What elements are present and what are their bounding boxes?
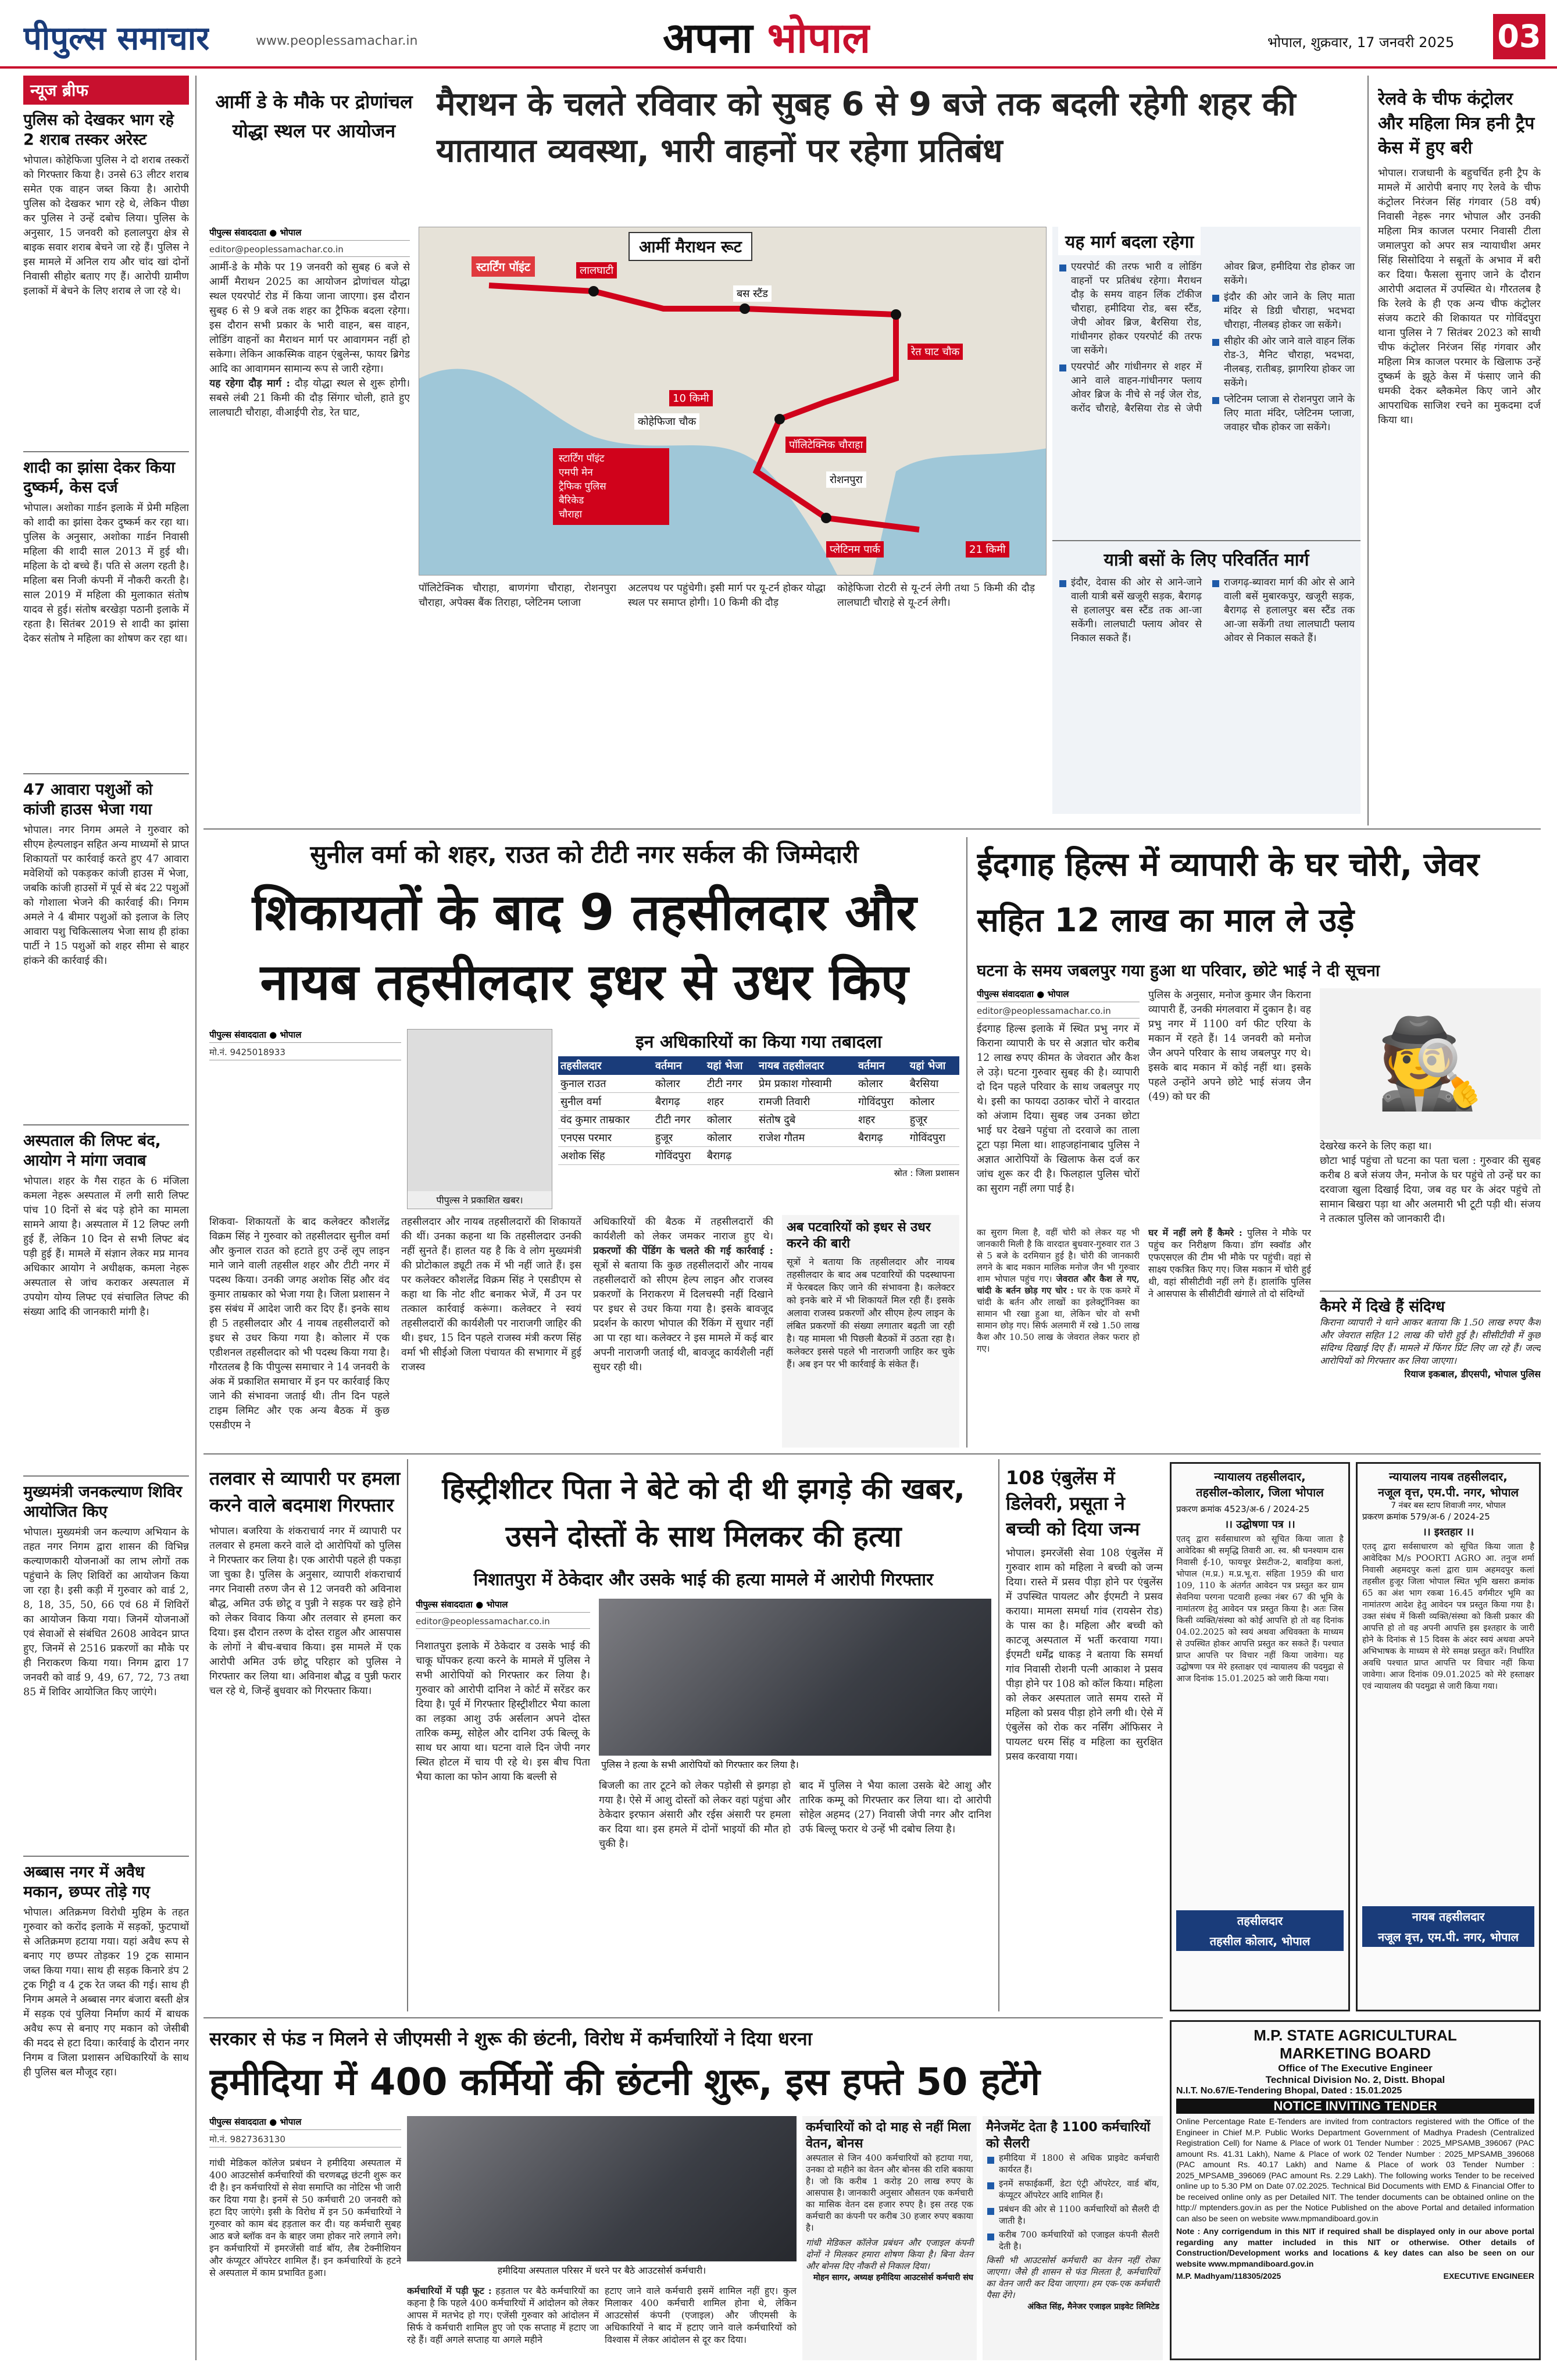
page-number: 03 — [1493, 14, 1545, 59]
legend-item: ट्रैफिक पुलिस — [559, 481, 606, 492]
notice-sign: तहसीलदार — [1176, 1910, 1344, 1931]
tehsildar-kicker: सुनील वर्मा को शहर, राउत को टीटी नगर सर्कल की जिम्मेदारी — [310, 840, 859, 869]
map-legend — [553, 448, 669, 525]
tehsildar-headline: शिकायतों के बाद 9 तहसीलदार और नायब तहसीलदार इधर से उधर किए — [252, 884, 917, 1012]
table-cell: राजेश गौतम — [756, 1129, 856, 1147]
brief-item — [23, 1131, 189, 1470]
col-header: वर्तमान — [653, 1056, 705, 1075]
sidebar-headline: मैनेजमेंट देता है 1100 कर्मचारियों को सैलरी — [986, 2120, 1151, 2151]
marathon-story — [209, 227, 410, 814]
sidebar-headline: कर्मचारियों को दो माह से नहीं मिला वेतन, बोनस — [806, 2120, 971, 2151]
table-cell: गोविंदपुरा — [653, 1147, 705, 1165]
table-cell: कोलार — [653, 1075, 705, 1093]
notice-body: एतद् द्वारा सर्वसाधारण को सूचित किया जाता है आवेदिका M/s POORTI AGRO आ. तनुज शर्मा निवासी अहमदपुर कलां द्वारा ग्राम अहमदपुर कलां तहसील हुजूर जिला भोपाल स्थित भूमि खसरा क्रमांक 65 का अंश भाग रकबा 16.45 वर्गमीटर भूमि का नामांतरण आदेश हेतु आवेदन पत्र प्रस्तुत किया गया है। उक्त संबंध में किसी व्यक्ति/संस्था को किसी प्रकार की आपत्ति हो तो वह अपनी आपत्ति इस इश्तहार के जारी होने के दिनांक से 15 दिवस के अंदर स्वयं अथवा अपने अभिभाषक के माध्यम से मेरे समक्ष प्रस्तुत करें। निर्धारित अवधि पश्चात प्राप्त आपत्ति पर विचार नहीं किया जावेगा। आज दिनांक 09.01.2025 को मेरे हस्ताक्षर एवं न्यायालय की पदमुद्रा से जारी किया गया। — [1362, 1542, 1534, 1691]
quote-headline: कैमरे में दिखे हैं संदिग्ध — [1320, 1298, 1445, 1316]
col4-body: का सुराग मिला है, वहीं चोरी को लेकर यह भी जानकारी मिली है कि वारदात बुधवार-गुरुवार रात 3 से 5 बजे के दरमियान हुई है। चोरी की जानकारी लगने के बाद मकान मालिक मनोज जैन भी गुरुवार शाम भोपाल पहुंच गए। — [977, 1227, 1140, 1284]
col-header: नायब तहसीलदार — [756, 1056, 856, 1075]
theft-col3b — [1148, 1227, 1311, 1300]
marathon-route-map — [419, 227, 1047, 576]
ambulance-body: भोपाल। इमरजेंसी सेवा 108 एंबुलेंस में गुरुवार शाम को महिला ने बच्ची को जन्म दिया। रास्ते में प्रसव पीड़ा होने पर एंबुलेंस में उपस्थित पायलट और ईएमटी ने प्रसव कराया। मामला समर्धा गांव (रायसेन रोड) के पास का है। महिला और बच्ची को काटजू अस्पताल में भर्ती करवाया गया। ईएमटी धर्मेंद्र धाकड़ ने बताया कि समर्धा गांव निवासी रोशनी पत्नी आकाश ने प्रसव पीड़ा होने पर 108 को कॉल किया। महिला को लेकर अस्पताल जाते समय रास्ते में महिला को प्रसव पीड़ा होने लगी थी। ऐसे में एंबुलेंस को रोक कर नर्सिंग ऑफिसर ने पायलट धरम सिंह व महिला का सुरक्षित प्रसव करवाया गया। — [1006, 1548, 1163, 1763]
table-cell: कोलार — [856, 1075, 908, 1093]
table-cell: गोविंदपुरा — [908, 1129, 959, 1147]
marathon-cont: पॉलिटेक्निक चौराहा, बाणगंगा चौराहा, रोशनपुरा चौराहा, अपेक्स बैंक तिराहा, प्लेटिनम प्लाजा — [419, 583, 616, 609]
table-cell: कोलार — [908, 1093, 959, 1111]
col4-head: जेवरात और कैश ले गए, चांदी के बर्तन छोड़ गए चोर : — [977, 1274, 1140, 1296]
byline: पीपुल्स संवाददाता ● भोपाल — [209, 1029, 401, 1043]
transfer-table-title: इन अधिकारियों का किया गया तबादला — [635, 1032, 882, 1052]
marathon-cont: अटलपथ पर पहुंचेगी। इसी मार्ग पर यू-टर्न होकर योद्धा स्थल पर समाप्त होगी। 10 किमी की दौड़ — [628, 583, 826, 609]
tender-notice — [1170, 2020, 1541, 2360]
notice-title: ।। उद्घोषणा पत्र ।। — [1224, 1518, 1295, 1531]
byline-email: editor@peoplessamachar.co.in — [209, 244, 410, 257]
map-title: आर्मी मैराथन रूट — [628, 232, 752, 261]
byline-email: editor@peoplessamachar.co.in — [977, 1006, 1140, 1019]
sidebar-list-item: इनमें सफाईकर्मी, डेटा एंट्री ऑपरेटर, वार्ड बॉय, कंप्यूटर ऑपरेटर आदि शामिल हैं। — [986, 2178, 1159, 2201]
byline: पीपुल्स संवाददाता ● भोपाल — [977, 988, 1140, 1002]
brief-body: भोपाल। नगर निगम अमले ने गुरुवार को सीएम हेल्पलाइन सहित अन्य माध्यमों से प्राप्त शिकायतों पर कार्रवाई करते हुए 47 आवारा मवेशियों को पकड़कर कांजी हाउस में भेजा, जबकि कांजी हाउसों में पूर्व से बंद 22 पशुओं को गोशाला भेजने की कार्रवाई की। निगम अमले ने 4 बीमार पशुओं को इलाज के लिए आवारा पशु चिकित्सालय भेजा साथ ही हांका पार्टी ने 15 पशुओं को शहर सीमा से बाहर हांकने की कार्रवाई की। — [23, 824, 189, 967]
notice-case: प्रकरण क्रमांक 579/अ-6 / 2024-25 — [1362, 1511, 1490, 1522]
brief-item — [23, 780, 189, 1118]
brief-headline: शादी का झांसा देकर किया दुष्कर्म, केस दर्ज — [23, 459, 176, 496]
marathon-route — [209, 377, 410, 420]
brief-headline: अब्बास नगर में अवैध मकान, छप्पर तोड़े गए — [23, 1863, 150, 1901]
col-header: यहां भेजा — [908, 1056, 959, 1075]
sidebar-quote: किसी भी आउटसोर्स कर्मचारी का वेतन नहीं रोका जाएगा। जैसे ही शासन से फंड मिलता है, कर्मचारियों का वेतन जारी कर दिया जाएगा। हम एक-एक कर्मचारी पैसा देंगे। — [986, 2255, 1159, 2300]
brief-headline: 47 आवारा पशुओं को कांजी हाउस भेजा गया — [23, 781, 153, 819]
layoff-col2 — [407, 2285, 599, 2360]
table-cell: गोविंदपुरा — [856, 1093, 908, 1111]
byline-phone: मो.नं. 9425018933 — [209, 1046, 401, 1060]
brief-body: भोपाल। मुख्यमंत्री जन कल्याण अभियान के तहत नगर निगम द्वारा शासन की विभिन्न कल्याणकारी योजनाओं का लाभ लोगों तक पहुंचाने के लिए शिविरों का आयोजन किया जा रहा है। इसी कड़ी में गुरुवार को वार्ड 2, 8, 18, 35, 50, 66 एवं 68 में शिविरों का आयोजन किया गया। जिनमें योजनाओं एवं सेवाओं से संबंधित 2608 आवेदन प्राप्त हुए, जिनमें से 2516 प्रकरणों का मौके पर ही निराकरण किया गया। निगम द्वारा 17 जनवरी को वार्ड 9, 49, 67, 72, 73 तथा 85 में शिविर आयोजित किए जाएंगे। — [23, 1527, 189, 1698]
management-sidebar — [983, 2116, 1163, 2360]
tender-org: M.P. STATE AGRICULTURAL — [1254, 2027, 1457, 2044]
byline-phone: मो.नं. 9827363130 — [209, 2134, 401, 2147]
route-change-item: सीहोर की ओर जाने वाले वाहन लिंक रोड-3, मैनिट चौराहा, भदभदा, नीलबड़, रातीबड़, झागरिया होकर जा सकेंगे। — [1211, 334, 1355, 390]
sidebar-list-item: करीब 700 कर्मचारियों को एजाइल कंपनी सैलरी देती है। — [986, 2229, 1159, 2252]
layoff-headline: हमीदिया में 400 कर्मियों की छंटनी शुरू, इस हफ्ते 50 हटेंगे — [209, 2061, 1040, 2104]
railway-story — [1378, 87, 1541, 820]
map-label: रोशनपुरा — [826, 471, 866, 488]
legend-item: स्टार्टिंग पॉइंट — [559, 453, 605, 464]
route-change-item: एयरपोर्ट और गांधीनगर से शहर में आने वाले वाहन-गांधीनगर फ्लाय ओवर ब्रिज के नीचे से नई जेल रोड, करोंद चौराहे, बैरसिया रोड से जेपी ओवर ब्रिज, हमीदिया रोड होकर जा सकेंगे। — [1058, 260, 1355, 434]
table-cell: हुजूर — [908, 1111, 959, 1129]
notice-sign: नायब तहसीलदार — [1362, 1906, 1534, 1927]
site-url[interactable]: www.peoplessamachar.in — [256, 34, 418, 48]
theft-col4 — [977, 1227, 1140, 1355]
theft-remaining — [1148, 1227, 1311, 1448]
brief-body: भोपाल। कोहेफिजा पुलिस ने दो शराब तस्करों को गिरफ्तार किया है। उनसे 63 लीटर शराब समेत एक वाहन जब्त किया है। आरोपी पुलिस को देखकर भाग रहे थे, लेकिन पीछा कर पुलिस ने उन्हें दबोच लिया। पुलिस के अनुसार, 15 जनवरी को हलालपुरा क्षेत्र से बाइक सवार शराब बेचने जा रहे हैं। पुलिस ने इस मामले में अनिल राय और चांद खां दोनों निवासी सीहोर बताए गए हैं। आरोपी ग्रामीण इलाकों में बेचने के लिए शराब ले जा रहे थे। — [23, 155, 189, 297]
brief-headline: मुख्यमंत्री जनकल्याण शिविर आयोजित किए — [23, 1483, 183, 1521]
col-header: तहसीलदार — [558, 1056, 653, 1075]
notice-sign-place: तहसील कोलार, भोपाल — [1176, 1931, 1344, 1951]
sidebar-body: सूत्रों ने बताया कि तहसीलदार और नायब तहसीलदार के बाद अब पटवारियों की पदस्थापना में फेरबदल किए जाने की संभावना है। कलेक्टर को इनके बारे में भी शिकायतें मिल रही हैं। इसके अलावा राजस्व प्रकरणों और सीएम हेल्प लाइन के लंबित प्रकरणों की संख्या लगातार बढ़ती जा रही है। यह मामला भी पिछली बैठकों में उठता रहा है। कलेक्टर इससे पहले भी नाराजगी जाहिर कर चुके हैं। अब इन पर भी कार्रवाई के संकेत हैं। — [787, 1256, 955, 1370]
notice-case: प्रकरण क्रमांक 4523/अ-6 / 2024-25 — [1176, 1504, 1310, 1514]
bus-routes-list — [1052, 571, 1360, 652]
brief-headline: अस्पताल की लिफ्ट बंद, आयोग ने मांगा जवाब — [23, 1132, 161, 1170]
photo-caption: हमीदिया अस्पताल परिसर में धरने पर बैठे आउटसोर्स कर्मचारी। — [407, 2261, 797, 2279]
masthead — [0, 0, 1557, 69]
route-change-item: एयरपोर्ट की तरफ भारी व लोडिंग वाहनों पर प्रतिबंध रहेगा। मैराथन दौड़ के समय वाहन लिंक टॉकीज चौराहा, हमीदिया रोड, बस स्टैंड, जेपी ओवर ब्रिज, बैरसिया रोड, गांधीनगर होकर एयरपोर्ट की तरफ जा सकेंगे। — [1058, 260, 1202, 358]
col3b-body: पुलिस ने मौके पर पहुंच कर निरीक्षण किया। डॉग स्क्वॉड और एफएसएल की टीम भी मौके पर पहुंची। वहां से साक्ष्य एकत्रित किए गए। जिस मकान में चोरी हुई थी, वहां सीसीटीवी नहीं लगे हैं। हालांकि पुलिस ने आसपास के सीसीटीवी खंगाले तो दो संदिग्धों — [1148, 1227, 1311, 1299]
tender-note: Note : Any corrigendum in this NIT if required shall be displayed only in our above portal regarding any matter included in this NIT or otherwise. Other details of Construction/Development works and locations & key dates can also be seen on our website www.mpmandiboard.gov.in — [1176, 2227, 1534, 2268]
ambulance-story — [1006, 1465, 1163, 2011]
byline: पीपुल्स संवाददाता ● भोपाल — [416, 1599, 590, 1613]
map-label: 10 किमी — [669, 390, 713, 406]
tender-nit: N.I.T. No.67/E-Tendering Bhopal, Dated : 15.01.2025 — [1176, 2086, 1402, 2096]
tender-footer-ref: M.P. Madhyam/118305/2025 — [1176, 2271, 1281, 2281]
table-cell: हुजूर — [653, 1129, 705, 1147]
notice-sign-place: नजूल वृत्त, एम.पी. नगर, भोपाल — [1362, 1927, 1534, 1947]
tender-org-2: MARKETING BOARD — [1280, 2045, 1431, 2062]
murder-col1: निशातपुरा इलाके में ठेकेदार व उसके भाई की चाकू घोंपकर हत्या करने के मामले में पुलिस ने सभी आरोपियों को गिरफ्तार कर लिया है। गुरुवार को आरोपी दानिश ने कोर्ट में सरेंडर कर दिया है। पूर्व में गिरफ्तार हिस्ट्रीशीटर भैया काला का लड़का आशु उर्फ अर्सलान अपने दोस्त तारिक कम्मू, सोहेल और दानिश उर्फ बिल्लू के साथ घर आया था। घटना वाले दिन जेपी नगर स्थित होटल में चाय पी रहे थे। इस बीच पिता भैया काला का फोन आया कि बल्ली से — [416, 1641, 590, 1783]
notice-court: न्यायालय नायब तहसीलदार, — [1389, 1470, 1508, 1484]
trader-body: भोपाल। बजरिया के शंकराचार्य नगर में व्यापारी पर तलवार से हमला करने वाले दो आरोपियों को पुलिस ने गिरफ्तार कर लिया है। एक आरोपी पहले ही पकड़ा जा चुका है। पुलिस के अनुसार, व्यापारी शंकराचार्य नगर निवासी तरुण जैन से 12 जनवरी को अविनाश बौद्ध, अमित उर्फ छोटू व पुन्नी ने सड़क पर खड़े होने को लेकर विवाद किया और तलवार से हमला कर दिया। इस दौरान तरुण के दोस्त राहुल और आसपास के लोगों ने बीच-बचाव किया। इस मामले में एक आरोपी अमित उर्फ छोटू परिहार को पुलिस ने गिरफ्तार कर लिया था। अविनाश बौद्ध व पुन्नी फरार चल रहे थे, जिन्हें बुधवार को गिरफ्तार किया। — [209, 1525, 401, 1697]
table-cell: अशोक सिंह — [558, 1147, 653, 1165]
legend-item: बैरिकेड — [559, 495, 584, 506]
brief-body: भोपाल। शहर के गैस राहत के 6 मंजिला कमला नेहरू अस्पताल में लगी सारी लिफ्ट पांच 10 दिनों से बंद पड़े होने का मामला सामने आया है। अस्पताल में 12 लिफ्ट लगी हुई हैं, लेकिन 10 दिन से सभी लिफ्ट बंद पड़ी हुई हैं। मामले में संज्ञान लेकर मप्र मानव अधिकार आयोग ने अधीक्षक, कमला नेहरू अस्पताल से जांच कराकर अस्पताल में उपयोग योग्य लिफ्ट एवं संचालित लिफ्ट की संख्या आदि की जानकारी मांगी है। — [23, 1175, 189, 1318]
table-cell: प्रेम प्रकाश गोस्वामी — [756, 1075, 856, 1093]
ambulance-headline: 108 एंबुलेंस में डिलेवरी, प्रसूता ने बच्ची को दिया जन्म — [1006, 1467, 1140, 1540]
col3-body: सूत्रों से बताया कि कुछ तहसीलदारों और नायब तहसीलदारों को सीएम हेल्प लाइन और राजस्व प्रकरणों के निराकरण में दिलचस्पी नहीं दिखाने पर इधर से उधर किया गया है। इसके बावजूद प्रदर्शन के कारण भोपाल की रैंकिंग में सुधार नहीं आ पा रहा था। कलेक्टर ने इस मामले में कई बार अपनी नाराजगी जताई थी, बावजूद कार्यशैली नहीं सुधर रही थी। — [593, 1260, 773, 1373]
brief-body: भोपाल। अतिक्रमण विरोधी मुहिम के तहत गुरुवार को करोंद इलाके में सड़कों, फुटपाथों से अतिक्रमण हटाया गया। यहां अवैध रूप से बनाए गए छप्पर तोड़कर 19 ट्रक सामान जब्त किया गया। साथ ही सड़क किनारे डंप 2 ट्रक गिट्टी व 4 ट्रक रेत जब्त की गई। साथ ही निगम अमले ने अब्बास नगर बंजारा बस्ती क्षेत्र में सड़क एवं पुलिया निर्माण कार्य में बाधक अवैध रूप से बनाए गए मकान को जेसीबी की मदद से हटा दिया। कार्रवाई के दौरान नगर निगम व जिला प्रशासन अधिकारियों के साथ ही पुलिस बल मौजूद रहा। — [23, 1907, 189, 2078]
tehsildar-byline — [209, 1029, 401, 1064]
theft-col4-box — [977, 1227, 1140, 1448]
theft-col2: पुलिस के अनुसार, मनोज कुमार जैन किराना व्यापारी हैं, उनकी मंगलवारा में दुकान है। वह प्रभु नगर में 1100 वर्ग फीट एरिया के मकान में रहते हैं। 14 जनवरी को मनोज जैन अपने परिवार के साथ जबलपुर गए थे। इसके बाद मकान में कोई नहीं था। इसके पहले उन्होंने अपने छोटे भाई संजय जैन (49) को घर की — [1148, 989, 1311, 1103]
map-label: बस स्टैंड — [733, 285, 772, 302]
map-svg — [419, 227, 1047, 576]
table-cell: बैरसिया — [908, 1075, 959, 1093]
route-body: दौड़ योद्धा स्थल से शुरू होगी। सबसे लंबी 21 किमी की दौड़ सिंगार चोली, हाते हुए लालघाटी चौराहा, वीआईपी रोड, रेत घाट, — [209, 378, 410, 419]
murder-deck: निशातपुरा में ठेकेदार और उसके भाई की हत्या मामले में आरोपी गिरफ्तार — [473, 1570, 934, 1590]
quote-attribution: रियाज इकबाल, डीएसपी, भोपाल पुलिस — [1404, 1368, 1541, 1380]
salary-sidebar — [802, 2116, 977, 2360]
thief-illustration: 🕵 — [1320, 988, 1541, 1139]
section-title — [663, 8, 870, 65]
table-cell: कोलार — [705, 1129, 756, 1147]
brief-item — [23, 110, 189, 445]
map-label: पॉलिटेक्निक चौराहा — [785, 437, 866, 453]
theft-col3: छोटा भाई पहुंचा तो घटना का पता चला : गुरुवार की सुबह करीब 8 बजे संजय जैन, मनोज के घर पहुंचे तो उन्हें घर का दरवाजा खुला दिखाई दिया, जब वह घर के अंदर पहुंचे तो सामान बिखरा पड़ा था और अलमारी भी टूटी पड़ी थी। संजय ने तत्काल पुलिस को जानकारी दी। — [1320, 1155, 1541, 1225]
tender-footer-sign: EXECUTIVE ENGINEER — [1443, 2271, 1534, 2281]
table-cell: बैरागढ़ — [653, 1093, 705, 1111]
table-cell: बैरागढ़ — [856, 1129, 908, 1147]
table-row — [558, 1093, 959, 1111]
table-cell: टीटी नगर — [705, 1075, 756, 1093]
sidebar-list-item: प्रबंधन की ओर से 1100 कर्मचारियों को सैलरी दी जाती है। — [986, 2203, 1159, 2227]
patwari-sidebar — [782, 1215, 959, 1448]
notice-address: 7 नंबर बस स्टाप शिवाजी नगर, भोपाल — [1391, 1501, 1506, 1510]
section-right: भोपाल — [767, 13, 871, 62]
marathon-body: आर्मी-डे के मौके पर 19 जनवरी को सुबह 6 बजे से आर्मी मैराथन 2025 का आयोजन द्रोणांचल योद्धा स्थल एयरपोर्ट रोड में किया जाना जाएगा। इस दौरान सुबह 6 से 9 बजे तक शहर का ट्रैफिक बदला रहेगा। इस दौरान सभी प्रकार के भारी वाहन, बस वाहन, लोडिंग वाहनों का मैराथन मार्ग पर आवागमन नहीं हो सकेगा। लेकिन आकस्मिक वाहन एंबुलेन्स, फायर ब्रिगेड आदि का आवागमन सामान्य रूप से जारी रहेगा। — [209, 262, 410, 375]
route-marker — [740, 303, 750, 314]
route-changes-box — [1052, 227, 1360, 814]
map-label-start: स्टार्टिंग पॉइंट — [472, 256, 535, 277]
lake-shape — [873, 448, 1047, 576]
section-left: अपना — [663, 13, 753, 62]
marathon-headline: मैराथन के चलते रविवार को सुबह 6 से 9 बजे तक बदली रहेगी शहर की यातायात व्यवस्था, भारी वाहनों पर रहेगा प्रतिबंध — [436, 85, 1296, 170]
table-row — [558, 1075, 959, 1093]
sidebar-quote: गांधी मेडिकल कॉलेज प्रबंधन और एजाइल कंपनी दोनों ने मिलकर हमारा शोषण किया है। बिना वेतन और बोनस दिए नौकरी से निकाल दिया। — [806, 2238, 973, 2271]
dateline: भोपाल, शुक्रवार, 17 जनवरी 2025 — [1267, 34, 1455, 51]
table-cell — [856, 1147, 908, 1165]
news-brief-tag: न्यूज ब्रीफ — [23, 76, 189, 105]
tender-office: Office of The Executive Engineer — [1278, 2063, 1433, 2074]
clip-caption: पीपुल्स ने प्रकाशित खबर। — [408, 1191, 552, 1209]
sidebar-body: अस्पताल से जिन 400 कर्मचारियों को हटाया गया, उनका दो महीने का वेतन और बोनस की राशि बकाया है। जो कि करीब 1 करोड़ 20 लाख रुपए के आसपास है। जानकारी अनुसार औसतन एक कर्मचारी का मासिक वेतन दस हजार रुपए है। इस तरह एक कर्मचारी का कंपनी पर करीब 30 हजार रुपए बकाया है। — [806, 2153, 973, 2233]
legal-notice-naib — [1356, 1462, 1541, 2011]
bus-route-item: इंदौर, देवास की ओर से आने-जाने वाली यात्री बसें खजूरी सड़क, बैरागढ़ से हलालपुर बस स्टैंड तक आ-जा सकेंगी। लालघाटी फ्लाय ओवर से निकाल सकते हैं। — [1058, 576, 1202, 645]
col3b-head: घर में नहीं लगे हैं कैमरे : — [1148, 1227, 1242, 1238]
route-head: यह रहेगा दौड़ मार्ग : — [209, 378, 290, 389]
map-label: लालघाटी — [576, 262, 617, 278]
layoff-col1: गांधी मेडिकल कॉलेज प्रबंधन ने हमीदिया अस्पताल में 400 आउटसोर्स कर्मचारियों की चरणबद्ध छंटनी शुरू कर दी है। इन कर्मचारियों से सेवा समाप्ति का नोटिस भी जारी कर दिया गया है। इनमें से 50 कर्मचारी 20 जनवरी को हटा दिए जाएंगे। इसी के विरोध में इन 50 कर्मचारियों ने गुरुवार को काम बंद हड़ताल कर दी। यह कर्मचारी सुबह आठ बजे ब्लॉक वन के बाहर जमा होकर नारे लगाने लगे। इन कर्मचारियों में इमरजेंसी वार्ड बॉय, लैब टेक्नीशियन और कंप्यूटर ऑपरेटर शामिल हैं। इन कर्मचारियों के हटने से अस्पताल में काम प्रभावित हुआ। — [209, 2157, 401, 2278]
col3-lead: अधिकारियों की बैठक में तहसीलदारों की कार्यशैली को लेकर जमकर नाराज हुए थे। — [593, 1216, 773, 1242]
newspaper-clip-image — [407, 1029, 552, 1209]
quote-attribution: अंकित सिंह, मैनेजर एजाइल प्राइवेट लिमिटेड — [1027, 2302, 1159, 2311]
notice-court: न्यायालय तहसीलदार, — [1214, 1470, 1306, 1484]
bus-routes-title: यात्री बसों के लिए परिवर्तित मार्ग — [1052, 540, 1360, 571]
layoff-col3: हटाए जाने वाले कर्मचारी इसमें शामिल नहीं हुए। कुल मिलाकर 400 कर्मचारी शामिल होना थे, लेकिन आउटसोर्स कंपनी (एजाइल) और जीएमसी के अधिकारियों ने बाद में हटाए जाने वाले कर्मचारियों को विश्वास में लेकर आंदोलन से दूर कर दिया। — [605, 2285, 797, 2345]
col-header: वर्तमान — [856, 1056, 908, 1075]
table-cell: शहर — [705, 1093, 756, 1111]
route-marker — [588, 286, 599, 296]
byline: पीपुल्स संवाददाता ● भोपाल — [209, 227, 410, 241]
notice-court-place: नजूल वृत्त, एम.पी. नगर, भोपाल — [1377, 1485, 1519, 1499]
route-marker — [821, 513, 831, 523]
murder-col2: बिजली का तार टूटने को लेकर पड़ोसी से झगड़ा हो गया है। ऐसे में आशु दोस्तों को लेकर वहां पहुंचा और ठेकेदार इरफान अंसारी और रईस अंसारी पर हमला कर दिया था। इस हमले में दोनों भाइयों की मौत हो चुकी है। — [599, 1780, 791, 1850]
route-changes-title: यह मार्ग बदला रहेगा — [1058, 227, 1201, 255]
tender-division: Technical Division No. 2, Distt. Bhopal — [1265, 2074, 1445, 2085]
tehsildar-col2: तहसीलदार और नायब तहसीलदारों की शिकायतें की थीं। उनका कहना था कि तहसीलदार उनकी नहीं सुनते हैं। हालत यह है कि वे लोग मुख्यमंत्री की प्रोटोकाल ड्यूटी तक में भी नहीं जाते हैं। इस पर कलेक्टर कौशलेंद्र विक्रम सिंह ने एसडीएम से कहा था कि नोट शीट बनाकर भेजें, मैं उन पर तत्काल कार्रवाई करूंगा। कलेक्टर ने स्वयं तहसीलदारों की कार्यशैली पर नाराजगी जाहिर की थी। इधर, 15 दिन पहले राजस्व मंत्री करण सिंह वर्मा भी सीईओ जिला पंचायत की सभागार में हुई राजस्व — [401, 1216, 581, 1373]
quote-text: किराना व्यापारी ने थाने आकर बताया कि 1.50 लाख रुपए कैश और जेवरात सहित 12 लाख की चोरी हुई है। सीसीटीवी में कुछ संदिग्ध दिखाई दिए हैं। मामले में फिंगर प्रिंट लिए जा रहे हैं। जल्द आरोपियों को गिरफ्तार कर लिया जाएगा। — [1320, 1317, 1541, 1366]
notice-court-place: तहसील-कोलार, जिला भोपाल — [1196, 1485, 1324, 1499]
theft-deck: घटना के समय जबलपुर गया हुआ था परिवार, छोटे भाई ने दी सूचना — [977, 961, 1380, 980]
table-row — [558, 1147, 959, 1165]
col2-body: हड़ताल पर बैठे कर्मचारियों का कहना है कि पहले 400 कर्मचारियों में आंदोलन को लेकर आपस में मतभेद हो गए। एजेंसी गुरुवार को आंदोलन में सिर्फ वे कर्मचारी शामिल हुए जो एक सप्ताह में हटाए जा रहे हैं। वहीं अगले सप्ताह या अगले महीने — [407, 2285, 599, 2345]
marathon-kicker: आर्मी डे के मौके पर द्रोणांचल योद्धा स्थल पर आयोजन — [215, 91, 413, 142]
map-label: कोहेफिजा चौक — [634, 413, 699, 430]
legal-notice-tehsildar — [1170, 1462, 1350, 2011]
theft-col1: ईदगाह हिल्स इलाके में स्थित प्रभु नगर में किराना व्यापारी के घर से अज्ञात चोर करीब 12 लाख रुपए कीमत के जेवरात और कैश ले उड़े। घटना गुरुवार सुबह की है। व्यापारी दो दिन पहले परिवार के साथ जबलपुर गए थे। इसी का फायदा उठाकर चोरों ने वारदात को अंजाम दिया। सुबह जब उनका छोटा भाई घर देखने पहुंचा तो दरवाजे का ताला टूटा पड़ा मिला था। शाहजहांनाबाद पुलिस ने अज्ञात आरोपियों के खिलाफ केस दर्ज कर जांच शुरू कर दी है। फिलहाल पुलिस चोरों का सुराग नहीं लगा पाई है। — [977, 1023, 1140, 1195]
route-change-item: प्लेटिनम प्लाजा से रोशनपुरा जाने के लिए माता मंदिर, प्लेटिनम प्लाजा, जवाहर चौक होकर जा सकेंगे। — [1211, 392, 1355, 434]
tehsildar-col3 — [593, 1215, 773, 1448]
table-row — [558, 1129, 959, 1147]
byline-email: editor@peoplessamachar.co.in — [416, 1616, 590, 1629]
transfer-table — [558, 1029, 959, 1209]
table-cell: संतोष दुबे — [756, 1111, 856, 1129]
railway-headline: रेलवे के चीफ कंट्रोलर और महिला मित्र हनी ट्रैप केस में हुए बरी — [1378, 89, 1535, 158]
col-header: यहां भेजा — [705, 1056, 756, 1075]
protest-photo — [407, 2116, 797, 2279]
legend-item: चौराहा — [559, 509, 582, 520]
table-cell: शहर — [856, 1111, 908, 1129]
news-brief-column — [23, 76, 189, 2360]
illustration-caption: देखरेख करने के लिए कहा था। — [1320, 1141, 1432, 1152]
brief-body: भोपाल। अशोका गार्डन इलाके में प्रेमी महिला को शादी का झांसा देकर दुष्कर्म कर रहा था। पुलिस के अनुसार, अशोका गार्डन निवासी महिला की शादी साल 2013 में हुई थी। महिला के दो बच्चे हैं। पति से अलग रहती है। महिला बस निजी कंपनी में नौकरी करती है। साल 2019 में महिला की मुलाकात संतोष यादव से हुई। संतोष बरखेड़ा पठानी इलाके में रहता है। सितंबर 2019 से शादी का झांसा देकर संतोष ने महिला का शोषण कर रहा था। — [23, 502, 189, 645]
route-change-item: इंदौर की ओर जाने के लिए माता मंदिर से डिग्री चौराहा, भदभदा चौराहा, नीलबड़ होकर जा सकेंगे। — [1211, 290, 1355, 332]
table-cell: कुनाल राउत — [558, 1075, 653, 1093]
layoff-byline — [209, 2116, 401, 2151]
newspaper-logo: पीपुल्स समाचार — [23, 20, 210, 58]
sidebar-list-item: हमीदिया में 1800 से अधिक प्राइवेट कर्मचारी कार्यरत हैं। — [986, 2152, 1159, 2175]
route-marker — [774, 414, 785, 424]
railway-body: भोपाल। राजधानी के बहुचर्चित हनी ट्रैप के मामले में आरोपी बनाए गए रेलवे के चीफ कंट्रोलर निरंजन सिंह गंगवार (58 वर्ष) निवासी नेहरू नगर भोपाल और उनकी महिला मित्र काजल परमार निवासी टीला जमालपुरा को अपर सत्र न्यायाधीश अमर सिंह सिसोदिया ने सबूतों के अभाव में बरी कर दिया। फैसला सुनाए जाने के दौरान आरोपी अदालत में उपस्थित थे। गौरतलब है कि रेलवे के ही एक अन्य चीफ कंट्रोलर संजय कटारे की शिकायत पर गोविंदपुरा थाना पुलिस ने 7 सितंबर 2023 को साथी चीफ कंट्रोलर निरंजन सिंह गंगवार और महिला मित्र काजल परमार के खिलाफ उन्हें दुष्कर्म के झूठे केस में फंसाए जाने की धमकी देकर ब्लैकमेल किए जाने और आपराधिक साजिश रचने का मुकदमा दर्ज किया था। — [1378, 167, 1541, 426]
tehsildar-col1: शिकवा- शिकायतों के बाद कलेक्टर कौशलेंद्र विक्रम सिंह ने गुरुवार को तहसीलदार सुनील वर्मा और कुनाल राउत को हटाते हुए उन्हें लूप लाइन माने जाने वाली तहसील शहर और टीटी नगर में पदस्थ किया। उनकी जगह अशोक सिंह और वंद कुमार ताम्रकार को भेजा गया है। जिला प्रशासन ने इस संबंध में आदेश जारी कर दिए हैं। इनके साथ ही 5 तहसीलदार और 4 नायब तहसीलदारों को इधर से उधर किया गया है। कोलार में एक एडीशनल तहसीलदार को भी पदस्थ किया गया है। गौरतलब है कि पीपुल्स समाचार ने 14 जनवरी के अंक में प्रकाशित समाचार में इन पर कार्रवाई किए जाने की संभावना जताई थी। तीन दिन पहले टाइम लिमिट और एक अन्य बैठक में कुछ एसडीएम ने — [209, 1216, 390, 1431]
bus-route-item: राजगढ़-ब्यावरा मार्ग की ओर से आने वाली बसें मुबारकपुर, खजूरी सड़क, बैरागढ़ से हलालपुर बस स्टैंड तक आ-जा सकेंगी तथा लालघाटी फ्लाय ओवर से निकाल सकते हैं। — [1211, 576, 1355, 645]
route-changes-list — [1052, 255, 1360, 534]
theft-headline: ईदगाह हिल्स में व्यापारी के घर चोरी, जेवर सहित 12 लाख का माल ले उड़े — [977, 846, 1480, 939]
brief-item — [23, 1863, 189, 2231]
sidebar-headline: अब पटवारियों को इधर से उधर करने की बारी — [787, 1220, 931, 1251]
table-cell: सुनील वर्मा — [558, 1093, 653, 1111]
table-source: स्रोत : जिला प्रशासन — [894, 1168, 959, 1178]
table-cell: बैरागढ़ — [705, 1147, 756, 1165]
col4-body-b: घर के एक कमरे में चांदी के बर्तन और लाखों का इलेक्ट्रॉनिक्स का सामान भी रखा हुआ था, लेकिन चोर वो सभी सामान छोड़ गए। सिर्फ अलमारी में रखे 1.50 लाख कैश और 10.50 लाख के जेवरात लेकर फरार हो गए। — [977, 1285, 1140, 1354]
byline: पीपुल्स संवाददाता ● भोपाल — [209, 2116, 401, 2130]
trader-headline: तलवार से व्यापारी पर हमला करने वाले बदमाश गिरफ्तार — [209, 1467, 401, 1516]
notice-title: ।। इश्तहार ।। — [1422, 1526, 1474, 1538]
table-cell: रामजी तिवारी — [756, 1093, 856, 1111]
table-cell — [756, 1147, 856, 1165]
brief-headline: पुलिस को देखकर भाग रहे 2 शराब तस्कर अरेस्ट — [23, 111, 174, 149]
map-label: रेत घाट चौक — [908, 344, 963, 360]
brief-item — [23, 1482, 189, 1850]
col2-head: कर्मचारियों में पड़ी फूट : — [407, 2285, 492, 2296]
dsp-quote-box — [1320, 1291, 1541, 1448]
marathon-cont: कोहेफिजा रोटरी से यू-टर्न लेगी तथा 5 किमी की दौड़ लालघाटी चौराहे से यू-टर्न लेगी। — [837, 583, 1035, 609]
route-marker — [891, 309, 901, 320]
tender-bar: NOTICE INVITING TENDER — [1176, 2099, 1534, 2114]
murder-byline — [416, 1599, 590, 1634]
murder-col3: बाद में पुलिस ने भैया काला उसके बेटे आशु और तारिक कम्मू को गिरफ्तार कर लिया था। दो आरोपी सोहेल अहमद (27) निवासी जेपी नगर और दानिश उर्फ बिल्लू फरार थे उन्हें भी दबोच लिया है। — [799, 1780, 991, 1835]
map-label: प्लेटिनम पार्क — [826, 541, 884, 558]
table-cell: वंद कुमार ताम्रकार — [558, 1111, 653, 1129]
notice-body: एतद् द्वारा सर्वसाधारण को सूचित किया जाता है आवेदिका श्री समृद्धि तिवारी आ. स्व. श्री घनश्याम दास निवासी ई-10, फायचूर प्रेसटीज-2, बावड़िया कलां, भोपाल (म.प्र.) म.प्र.भू.रा. संहिता 1959 की धारा 109, 110 के अंतर्गत आवेदन पत्र प्रस्तुत कर ग्राम सेवनिया परगना पटवारी हल्का नंबर 67 की भूमि के नामांतरण हेतु आवेदन पत्र प्रस्तुत किया है। अतः जिस किसी व्यक्ति/संस्था को कोई आपत्ति हो तो वह दिनांक 04.02.2025 को स्वयं अथवा अधिवक्ता के माध्यम से उपस्थित होकर आपत्ति प्रस्तुत कर सकते हैं। पश्चात प्राप्त आपत्ति पर विचार नहीं किया जावेगा। यह उद्घोषणा पत्र मेरे हस्ताक्षर एवं न्यायालय की पदमुद्रा से आज दिनांक 15.01.2025 को जारी किया गया। — [1176, 1535, 1344, 1684]
map-label: 21 किमी — [966, 541, 1009, 558]
layoff-kicker: सरकार से फंड न मिलने से जीएमसी ने शुरू की छंटनी, विरोध में कर्मचारियों ने दिया धरना — [209, 2028, 812, 2050]
accused-photo — [599, 1599, 991, 1773]
table-cell: कोलार — [705, 1111, 756, 1129]
brief-item — [23, 458, 189, 767]
photo-caption: पुलिस ने हत्या के सभी आरोपियों को गिरफ्तार कर लिया है। — [599, 1756, 991, 1773]
col3-subhead: प्रकरणों की पेंडिंग के चलते की गई कार्रवाई : — [593, 1245, 773, 1257]
legend-item: एमपी मेन — [559, 467, 593, 478]
table-cell: टीटी नगर — [653, 1111, 705, 1129]
sidebar-list — [986, 2152, 1159, 2252]
tender-body: Online Percentage Rate E-Tenders are invited from contractors registered with the Office of the Engineer in Chief M.P. Public Works Department Government of Madhya Pradesh (Centralized Registration Cell) for Name & Place of work 01 Tender Number : 2025_MPSAMB_396067 (PAC amount Rs. 41.31 Lakh), Name & Place of work 02 Tender Number : 2025_MPSAMB_396068 (PAC amount Rs. 40.17 Lakh) and Name & Place of work 03 Tender Number : 2025_MPSAMB_396069 (PAC amount Rs. 2.29 Lakh). The following works Tender to be received online up to 5.30 PM on Date 07.02.2025. Technical Bid Documents with EMD & Financial Offer to be received online only as per Detailed NIT. The tender documents can be obtained online on the http:// mptenders.gov.in as per the Notice Published on the above Portal and detailed information can also be seen on website www.mpmandiboard.gov.in — [1176, 2117, 1534, 2223]
transfer-table-grid — [558, 1056, 959, 1165]
trader-story — [209, 1465, 401, 2011]
table-cell: एनएस परमार — [558, 1129, 653, 1147]
table-row — [558, 1111, 959, 1129]
table-cell — [908, 1147, 959, 1165]
murder-headline: हिस्ट्रीशीटर पिता ने बेटे को दी थी झगड़े की खबर, उसने दोस्तों के साथ मिलकर की हत्या — [442, 1472, 965, 1553]
quote-attribution: मोहन सागर, अध्यक्ष हमीदिया आउटसोर्स कर्मचारी संघ — [813, 2273, 973, 2282]
